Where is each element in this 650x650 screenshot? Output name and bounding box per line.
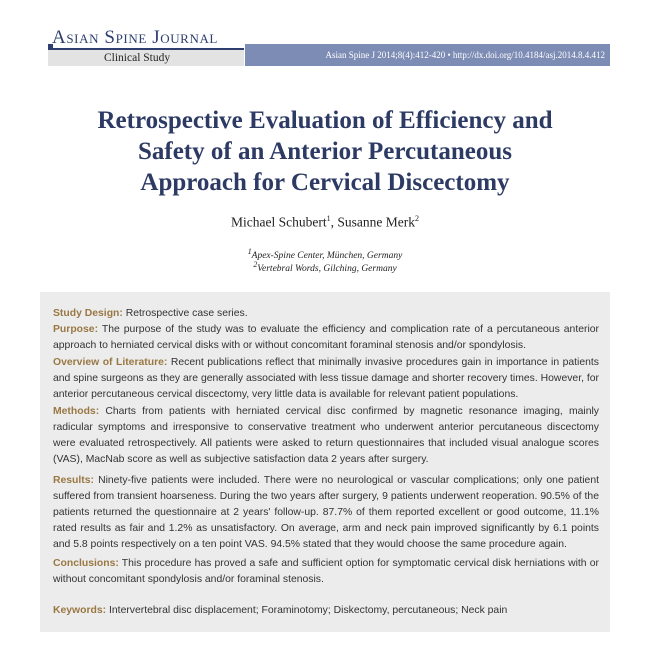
abstract-text: Charts from patients with herniated cervical disc confirmed by magnetic resonance imaging, mainly radicular symptoms and irresponsive to conservative treatment who underwent anterior percutaneous discectomy were evaluated retrospectively. All patients were asked to return questionnaires that included visual analogue scores (VAS), MacNab score as well as subjective satisfaction data 2 years after surgery. xyxy=(53,406,599,465)
abstract-purpose xyxy=(53,322,599,354)
title-line: Approach for Cervical Discectomy xyxy=(140,169,510,196)
author-separator: , xyxy=(330,214,338,230)
author-name: Susanne Merk xyxy=(337,214,415,230)
abstract-overview xyxy=(53,355,599,403)
affiliation xyxy=(60,260,590,274)
citation-line[interactable]: Asian Spine J 2014;8(4):412-420 • http://dx.doi.org/10.4184/asj.2014.8.4.412 xyxy=(325,50,605,60)
abstract-label: Methods: xyxy=(53,406,100,417)
abstract-results xyxy=(53,473,599,553)
abstract-label: Keywords: xyxy=(53,605,107,616)
abstract-keywords xyxy=(53,603,599,619)
affil-text: Vertebral Words, Gilching, Germany xyxy=(257,264,397,275)
header-rule xyxy=(48,48,244,50)
author-list xyxy=(60,214,590,231)
affil-text: Apex-Spine Center, München, Germany xyxy=(251,251,403,262)
abstract-text: Intervertebral disc displacement; Foraminotomy; Diskectomy, percutaneous; Neck pain xyxy=(106,605,508,616)
affil-mark: 2 xyxy=(253,260,258,269)
abstract-label: Study Design: xyxy=(53,308,123,319)
author-affil-mark: 2 xyxy=(414,214,419,223)
affil-mark: 1 xyxy=(247,247,252,256)
abstract-label: Results: xyxy=(53,475,94,486)
article-title xyxy=(60,105,590,198)
abstract-text: Ninety-five patients were included. There were no neurological or vascular complications; only one patient suffered from transient hoarseness. During the two years after surgery, 9 patients underwent reoperation. 90.5% of the patients returned the questionnaire at 2 years' follow-up. 87.7% of them reported excellent or good outcome, 11.1% rated results as fair and 1.2% as unsatisfactory. On average, arm and neck pain improved significantly by 6.1 points and 5.8 points respectively on a ten point VAS. 94.5% stated that they would choose the same procedure again. xyxy=(53,475,599,550)
abstract-conclusions xyxy=(53,556,599,588)
title-line: Safety of an Anterior Percutaneous xyxy=(137,138,513,165)
abstract-text: This procedure has proved a safe and sufficient option for symptomatic cervical disk herniations with or without concomitant spondylosis and/or foraminal stenosis. xyxy=(53,558,599,585)
author-affil-mark: 1 xyxy=(326,214,331,223)
abstract-label: Conclusions: xyxy=(53,558,119,569)
abstract-text: Recent publications reflect that minimally invasive procedures gain in importance in patients and spine surgeons as they are generally associated with less tissue damage and shorter recovery times. However, for anterior percutaneous cervical discectomy, very little data is available for relevant patient populations. xyxy=(53,357,599,400)
abstract-label: Purpose: xyxy=(53,324,99,335)
journal-name: Asian Spine Journal xyxy=(52,27,218,48)
author-name: Michael Schubert xyxy=(231,214,327,230)
abstract-label: Overview of Literature: xyxy=(53,357,168,368)
abstract-study-design xyxy=(53,306,599,322)
abstract-text: The purpose of the study was to evaluate the efficiency and complication rate of a percutaneous anterior approach to herniated cervical disks with or without concomitant foraminal stenosis and/or spondylosis. xyxy=(53,324,599,351)
abstract-text: Retrospective case series. xyxy=(122,308,248,319)
abstract-methods xyxy=(53,404,599,468)
title-line: Retrospective Evaluation of Efficiency and xyxy=(97,107,553,134)
study-type: Clinical Study xyxy=(104,52,171,64)
